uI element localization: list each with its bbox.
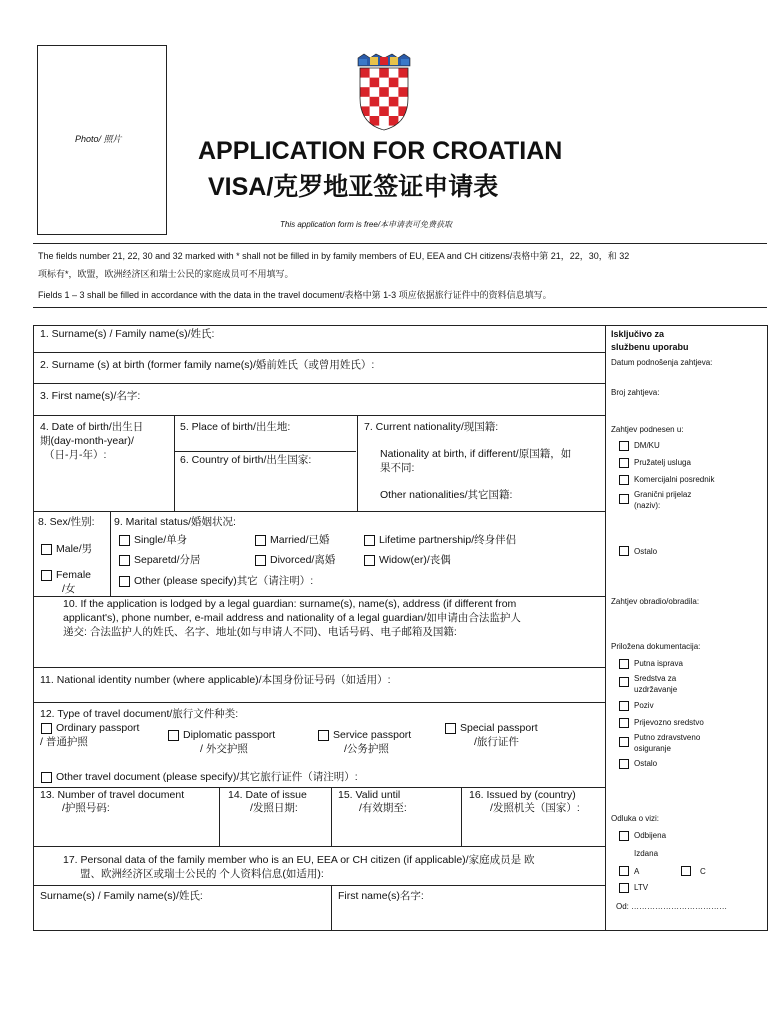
official-broj: Broj zahtjeva: xyxy=(611,388,660,397)
field-12-travel-document-type: 12. Type of travel document/旅行文件种类: xyxy=(40,708,239,720)
service-passport-checkbox[interactable] xyxy=(318,730,329,741)
special-passport-checkbox[interactable] xyxy=(445,723,456,734)
sredstva-label: Sredstva za xyxy=(634,674,677,683)
official-datum: Datum podnošenja zahtjeva: xyxy=(611,358,713,367)
granicni-label: Granični prijelaz xyxy=(634,490,692,499)
prijevozno-label: Prijevozno sredstvo xyxy=(634,718,704,727)
ordinary-passport-checkbox[interactable] xyxy=(41,723,52,734)
field-1-surname[interactable]: 1. Surname(s) / Family name(s)/姓氏: xyxy=(40,328,215,340)
sex-male-label: Male/男 xyxy=(56,543,93,555)
special-passport-label: Special passport xyxy=(460,722,538,734)
visa-c-checkbox[interactable] xyxy=(681,866,691,876)
field-7-current-nationality[interactable]: 7. Current nationality/现国籍: xyxy=(364,421,499,433)
field-14-line-2: /发照日期: xyxy=(250,802,298,814)
visa-c-label: C xyxy=(700,867,706,876)
diplomatic-passport-label: Diplomatic passport xyxy=(183,729,276,741)
service-passport-label-2: /公务护照 xyxy=(344,743,389,755)
field-4-line-2: 期(day-month-year)/ xyxy=(40,435,134,447)
official-obradio: Zahtjev obradio/obradila: xyxy=(611,597,700,606)
field-2-surname-at-birth[interactable]: 2. Surname (s) at birth (former family name(s)/婚前姓氏（或曾用姓氏）: xyxy=(40,359,375,371)
field-14-date-of-issue[interactable]: 14. Date of issue xyxy=(228,789,307,801)
odbijena-label: Odbijena xyxy=(634,831,667,840)
putno-zdravstveno-label-2: osiguranje xyxy=(634,744,671,753)
komercijalni-label: Komercijalni posrednik xyxy=(634,475,715,484)
official-heading-2: službenu uporabu xyxy=(611,342,689,352)
nationality-at-birth-line-2: 果不同: xyxy=(380,462,415,474)
photo-label: Photo/ 照片 xyxy=(75,134,122,144)
putno-zdravstveno-checkbox[interactable] xyxy=(619,737,629,747)
field-16-issued-by[interactable]: 16. Issued by (country) xyxy=(469,789,576,801)
sex-female-label-2: /女 xyxy=(62,583,76,595)
field-16-line-2: /发照机关（国家）: xyxy=(490,802,580,814)
marital-lifetime-checkbox[interactable] xyxy=(364,535,375,546)
field-5-place-of-birth[interactable]: 5. Place of birth/出生地: xyxy=(180,421,291,433)
field-15-line-2: /有效期至: xyxy=(359,802,407,814)
field-11-national-id[interactable]: 11. National identity number (where applicable)/本国身份证号码（如适用）: xyxy=(40,674,391,686)
ostalo-2-label: Ostalo xyxy=(634,759,658,768)
sredstva-label-2: uzdržavanje xyxy=(634,685,678,694)
sex-female-checkbox[interactable] xyxy=(41,570,52,581)
marital-lifetime-label: Lifetime partnership/终身伴侣 xyxy=(379,534,517,546)
diplomatic-passport-checkbox[interactable] xyxy=(168,730,179,741)
marital-widow-checkbox[interactable] xyxy=(364,555,375,566)
official-prilozena: Priložena dokumentacija: xyxy=(611,642,701,651)
putna-label: Putna isprava xyxy=(634,659,683,668)
notice-line-2: 项标有*，欧盟，欧洲经济区和瑞士公民的家庭成员可不用填写。 xyxy=(38,269,294,279)
subtitle: This application form is free/本申请表可免费获取 xyxy=(280,220,453,229)
marital-married-checkbox[interactable] xyxy=(255,535,266,546)
ostalo-1-label: Ostalo xyxy=(634,547,658,556)
field-8-sex: 8. Sex/性别: xyxy=(38,516,95,528)
ostalo-2-checkbox[interactable] xyxy=(619,759,629,769)
field-13-line-2: /护照号码: xyxy=(62,802,110,814)
putna-checkbox[interactable] xyxy=(619,659,629,669)
komercijalni-checkbox[interactable] xyxy=(619,475,629,485)
marital-single-label: Single/单身 xyxy=(134,534,188,546)
ordinary-passport-label: Ordinary passport xyxy=(56,722,140,734)
field-9-marital-status: 9. Marital status/婚姻状况: xyxy=(114,516,236,528)
field-10-legal-guardian[interactable]: 10. If the application is lodged by a legal guardian: surname(s), name(s), address (if different from xyxy=(63,598,517,610)
sex-male-checkbox[interactable] xyxy=(41,544,52,555)
marital-other-label: Other (please specify)其它（请注明）: xyxy=(134,575,314,587)
official-odluka: Odluka o vizi: xyxy=(611,814,660,823)
field-17-surname[interactable]: Surname(s) / Family name(s)/姓氏: xyxy=(40,890,203,902)
ltv-label: LTV xyxy=(634,883,649,892)
marital-married-label: Married/已婚 xyxy=(270,534,330,546)
field-17-first-name[interactable]: First name(s)名字: xyxy=(338,890,424,902)
other-travel-document-checkbox[interactable] xyxy=(41,772,52,783)
sredstva-checkbox[interactable] xyxy=(619,677,629,687)
pruzatelj-checkbox[interactable] xyxy=(619,458,629,468)
granicni-checkbox[interactable] xyxy=(619,494,629,504)
prijevozno-checkbox[interactable] xyxy=(619,718,629,728)
field-4-date-of-birth[interactable]: 4. Date of birth/出生日 xyxy=(40,421,144,433)
poziv-checkbox[interactable] xyxy=(619,701,629,711)
other-travel-document-label: Other travel document (please specify)/其它旅行证件（请注明）: xyxy=(56,771,358,783)
service-passport-label: Service passport xyxy=(333,729,412,741)
notice-line-3: Fields 1 – 3 shall be filled in accordance with the data in the travel document/表格中第 1-3 项应依据旅行证件中的资料信息填写。 xyxy=(38,290,552,300)
ordinary-passport-label-2: / 普通护照 xyxy=(40,736,88,748)
marital-divorced-label: Divorced/离婚 xyxy=(270,554,336,566)
field-6-country-of-birth[interactable]: 6. Country of birth/出生国家: xyxy=(180,454,312,466)
marital-separated-label: Separetd/分居 xyxy=(134,554,201,566)
special-passport-label-2: /旅行证件 xyxy=(474,736,519,748)
field-17-family-member: 17. Personal data of the family member who is an EU, EEA or CH citizen (if applicable)/家庭成员是 欧 xyxy=(63,854,535,866)
marital-other-checkbox[interactable] xyxy=(119,576,130,587)
marital-separated-checkbox[interactable] xyxy=(119,555,130,566)
marital-single-checkbox[interactable] xyxy=(119,535,130,546)
notice-line-1: The fields number 21, 22, 30 and 32 marked with * shall not be filled in by family members of EU, EEA and CH citizens/表格中第 21，22，30，和 32 xyxy=(38,251,630,261)
croatian-coat-of-arms-icon xyxy=(354,52,414,132)
field-13-document-number[interactable]: 13. Number of travel document xyxy=(40,789,185,801)
sex-female-label: Female xyxy=(56,569,92,581)
marital-divorced-checkbox[interactable] xyxy=(255,555,266,566)
visa-a-checkbox[interactable] xyxy=(619,866,629,876)
odbijena-checkbox[interactable] xyxy=(619,831,629,841)
title-line-1: APPLICATION FOR CROATIAN xyxy=(198,137,563,165)
field-17-line-2: 盟、欧洲经济区或瑞士公民的 个人资料信息(如适用): xyxy=(80,868,324,880)
field-3-first-name[interactable]: 3. First name(s)/名字: xyxy=(40,390,141,402)
pruzatelj-label: Pružatelj usluga xyxy=(634,458,691,467)
field-15-valid-until[interactable]: 15. Valid until xyxy=(338,789,401,801)
marital-widow-label: Widow(er)/丧偶 xyxy=(379,554,451,566)
dmku-checkbox[interactable] xyxy=(619,441,629,451)
nationality-at-birth[interactable]: Nationality at birth, if different/原国籍，如 xyxy=(380,448,572,460)
diplomatic-passport-label-2: / 外交护照 xyxy=(200,743,248,755)
official-podnesen: Zahtjev podnesen u: xyxy=(611,425,684,434)
other-nationalities[interactable]: Other nationalities/其它国籍: xyxy=(380,489,513,501)
dmku-label: DM/KU xyxy=(634,441,660,450)
izdana-label: Izdana xyxy=(634,849,659,858)
field-4-line-3: （日-月-年）: xyxy=(44,449,107,461)
title-line-2: VISA/克罗地亚签证申请表 xyxy=(208,173,499,201)
visa-a-label: A xyxy=(634,867,640,876)
granicni-label-2: (naziv): xyxy=(634,501,661,510)
official-heading-1: Isključivo za xyxy=(611,329,665,339)
putno-zdravstveno-label: Putno zdravstveno xyxy=(634,733,701,742)
ltv-checkbox[interactable] xyxy=(619,883,629,893)
ostalo-1-checkbox[interactable] xyxy=(619,546,629,556)
field-10-line-2: applicant's), phone number, e-mail address and nationality of a legal guardian/如申请由合法监护人 xyxy=(63,612,521,624)
field-10-line-3: 递交: 合法监护人的姓氏、名字、地址(如与申请人不同)、电话号码、电子邮箱及国籍: xyxy=(63,626,457,638)
official-od[interactable]: Od: ……………………………… xyxy=(616,902,728,911)
poziv-label: Poziv xyxy=(634,701,654,710)
